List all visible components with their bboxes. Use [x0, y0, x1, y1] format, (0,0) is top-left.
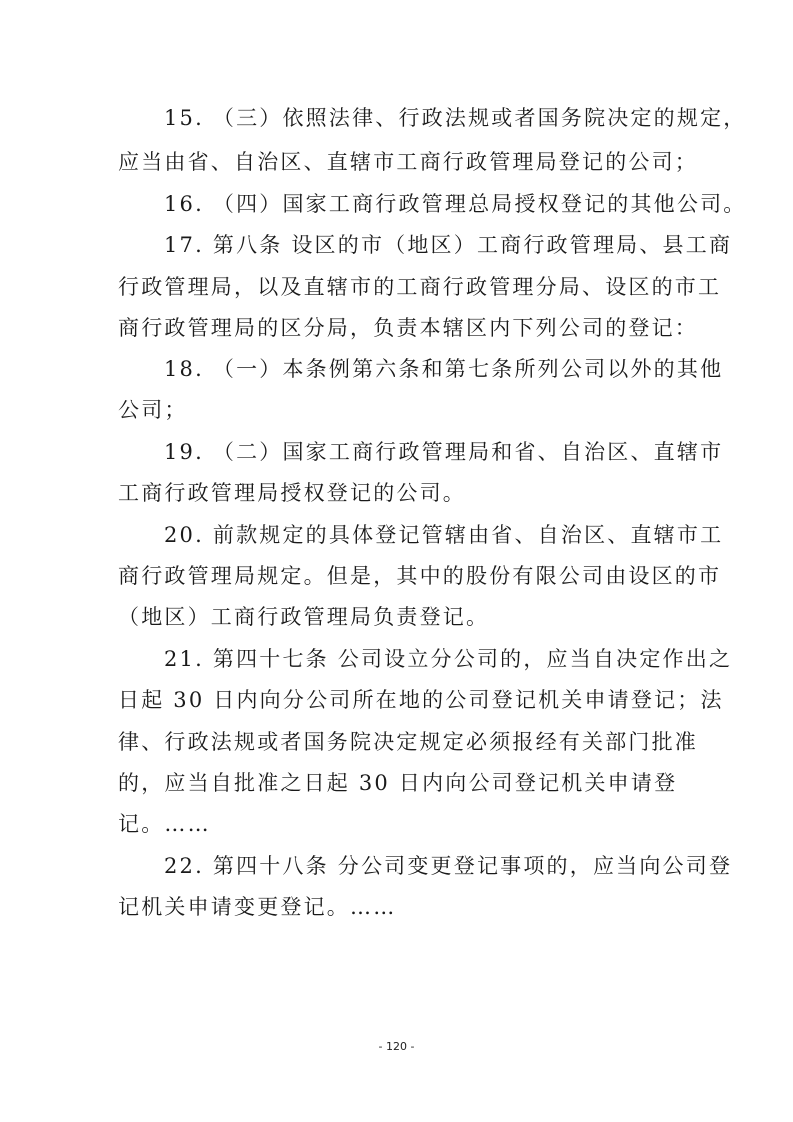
paragraph-line: 日起 30 日内向分公司所在地的公司登记机关申请登记；法: [118, 688, 724, 712]
paragraph-line: 22. 第四十八条 分公司变更登记事项的，应当向公司登: [164, 854, 733, 878]
paragraph-line: 应当由省、自治区、直辖市工商行政管理局登记的公司；: [118, 150, 698, 174]
paragraph-line: 行政管理局，以及直辖市的工商行政管理分局、设区的市工: [118, 275, 722, 299]
paragraph-line: 公司；: [118, 398, 188, 422]
paragraph-line: 19. （二）国家工商行政管理局和省、自治区、直辖市: [164, 440, 724, 464]
paragraph-line: 21. 第四十七条 公司设立分公司的，应当自决定作出之: [164, 647, 733, 671]
paragraph-line: 17. 第八条 设区的市（地区）工商行政管理局、县工商: [164, 233, 733, 257]
paragraph-line: 记。……: [118, 812, 211, 836]
paragraph-line: （地区）工商行政管理局负责登记。: [118, 605, 490, 629]
paragraph-line: 律、行政法规或者国务院决定规定必须报经有关部门批准: [118, 730, 698, 754]
paragraph-line: 18. （一）本条例第六条和第七条所列公司以外的其他: [164, 357, 724, 381]
paragraph-line: 商行政管理局规定。但是，其中的股份有限公司由设区的市: [118, 564, 722, 588]
paragraph-line: 工商行政管理局授权登记的公司。: [118, 481, 466, 505]
paragraph-line: 16. （四）国家工商行政管理总局授权登记的其他公司。: [164, 192, 747, 216]
paragraph-line: 记机关申请变更登记。……: [118, 895, 397, 919]
paragraph-line: 15. （三）依照法律、行政法规或者国务院决定的规定，: [164, 106, 747, 130]
paragraph-line: 20. 前款规定的具体登记管辖由省、自治区、直辖市工: [164, 523, 724, 547]
page-number: - 120 -: [378, 1040, 415, 1053]
paragraph-line: 商行政管理局的区分局，负责本辖区内下列公司的登记：: [118, 316, 698, 340]
paragraph-line: 的，应当自批准之日起 30 日内向公司登记机关申请登: [118, 771, 678, 795]
